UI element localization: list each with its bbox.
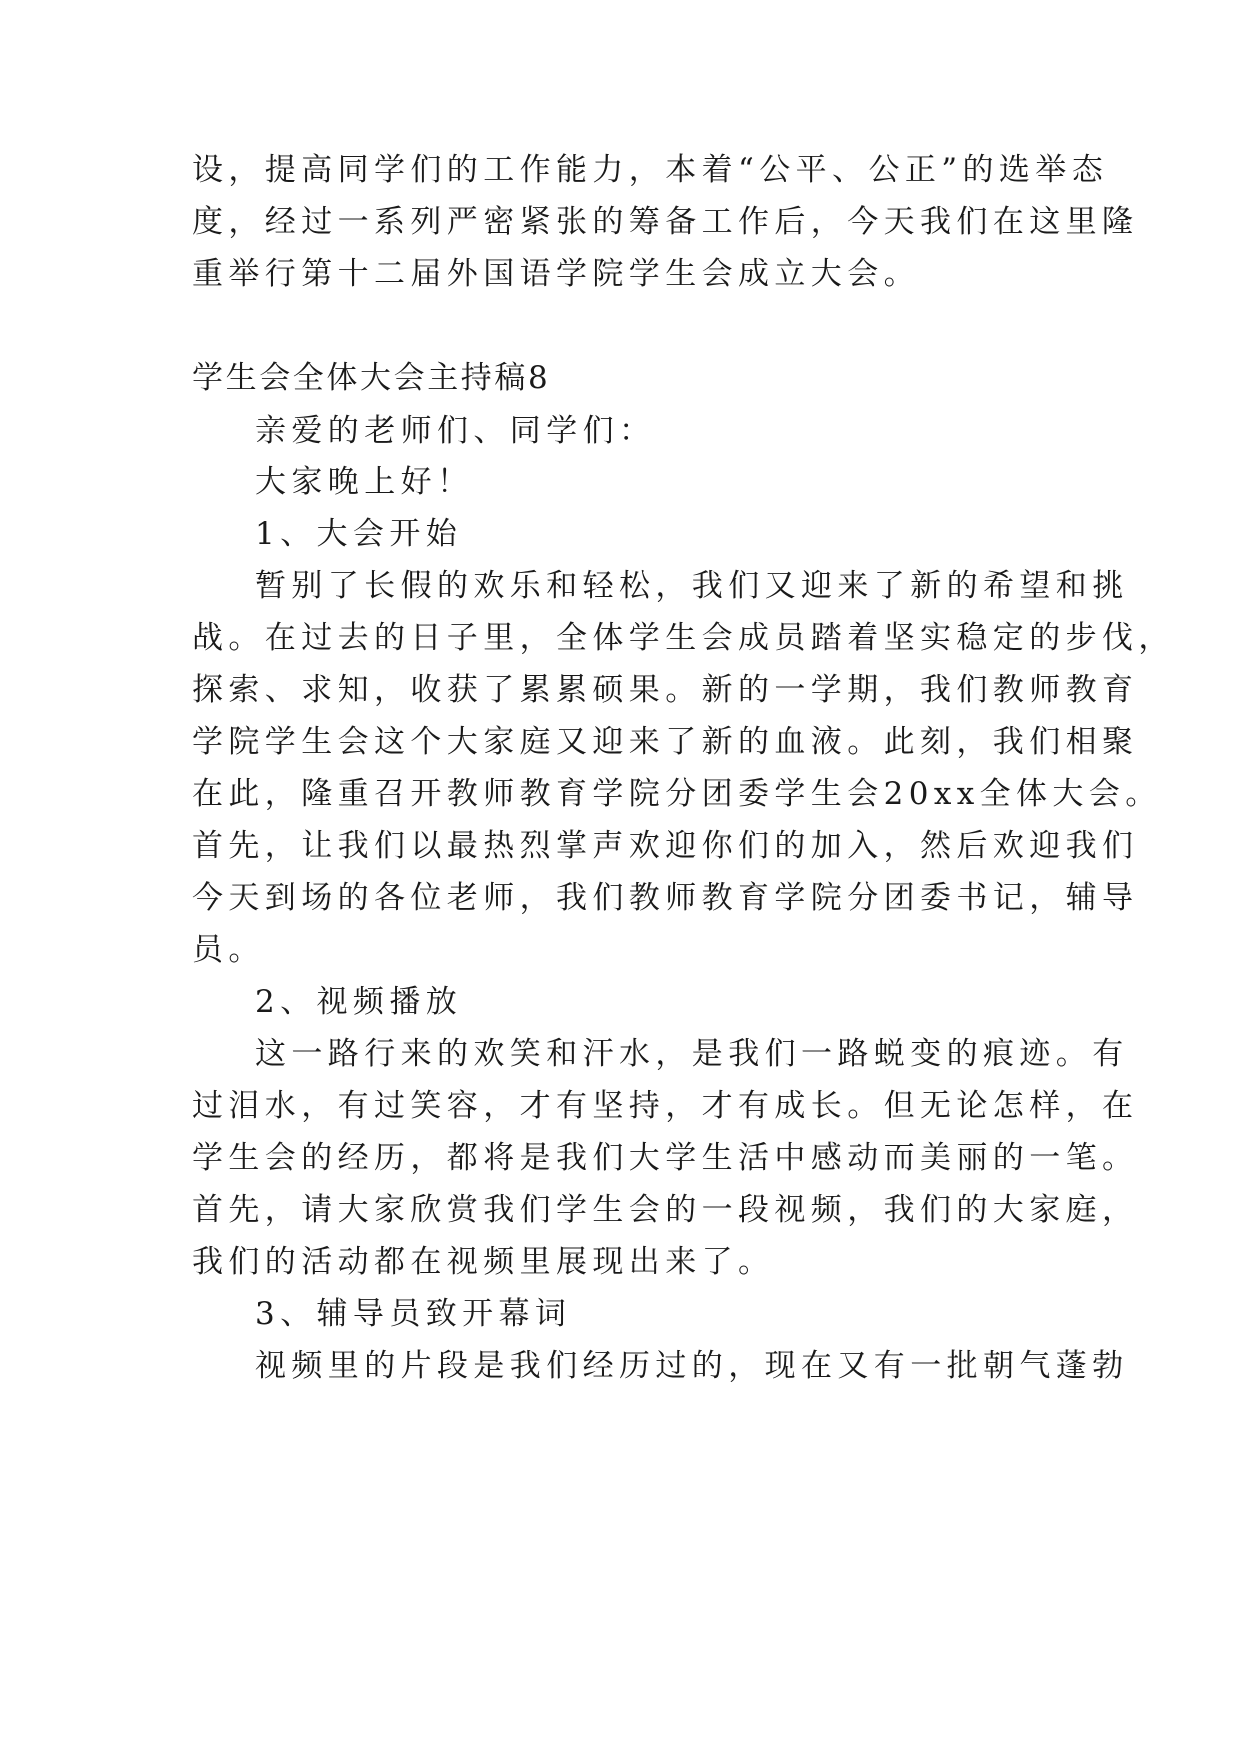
paragraph-line: 学院学生会这个大家庭又迎来了新的血液。此刻，我们相聚 (192, 724, 1139, 760)
paragraph-line: 过泪水，有过笑容，才有坚持，才有成长。但无论怎样，在 (192, 1088, 1139, 1124)
paragraph-line: 重举行第十二届外国语学院学生会成立大会。 (192, 256, 920, 292)
paragraph-line: 我们的活动都在视频里展现出来了。 (192, 1244, 775, 1280)
paragraph-line: 在此，隆重召开教师教育学院分团委学生会20xx全体大会。 (192, 776, 1162, 812)
paragraph-line: 这一路行来的欢笑和汗水，是我们一路蜕变的痕迹。有 (255, 1036, 1129, 1072)
paragraph-line: 暂别了长假的欢乐和轻松，我们又迎来了新的希望和挑 (255, 568, 1129, 604)
paragraph-line: 学生会的经历，都将是我们大学生活中感动而美丽的一笔。 (192, 1140, 1139, 1176)
paragraph-line: 视频里的片段是我们经历过的，现在又有一批朝气蓬勃 (255, 1348, 1129, 1384)
paragraph-line: 战。在过去的日子里，全体学生会成员踏着坚实稳定的步伐， (192, 620, 1175, 656)
agenda-item-heading: 2、视频播放 (255, 984, 463, 1020)
paragraph-line: 探索、求知，收获了累累硕果。新的一学期，我们教师教育 (192, 672, 1139, 708)
section-title: 学生会全体大会主持稿8 (192, 360, 551, 396)
agenda-item-heading: 3、辅导员致开幕词 (255, 1296, 572, 1332)
paragraph-line: 首先，让我们以最热烈掌声欢迎你们的加入，然后欢迎我们 (192, 828, 1139, 864)
salutation: 亲爱的老师们、同学们： (255, 413, 656, 449)
paragraph-line: 度，经过一系列严密紧张的筹备工作后，今天我们在这里隆 (192, 204, 1139, 240)
paragraph-line: 今天到场的各位老师，我们教师教育学院分团委书记，辅导 (192, 880, 1139, 916)
paragraph-line: 首先，请大家欣赏我们学生会的一段视频，我们的大家庭， (192, 1192, 1139, 1228)
greeting: 大家晚上好！ (255, 464, 474, 500)
paragraph-line: 设，提高同学们的工作能力，本着“公平、公正”的选举态 (192, 152, 1109, 188)
paragraph-line: 员。 (192, 932, 265, 968)
agenda-item-heading: 1、大会开始 (255, 516, 463, 552)
